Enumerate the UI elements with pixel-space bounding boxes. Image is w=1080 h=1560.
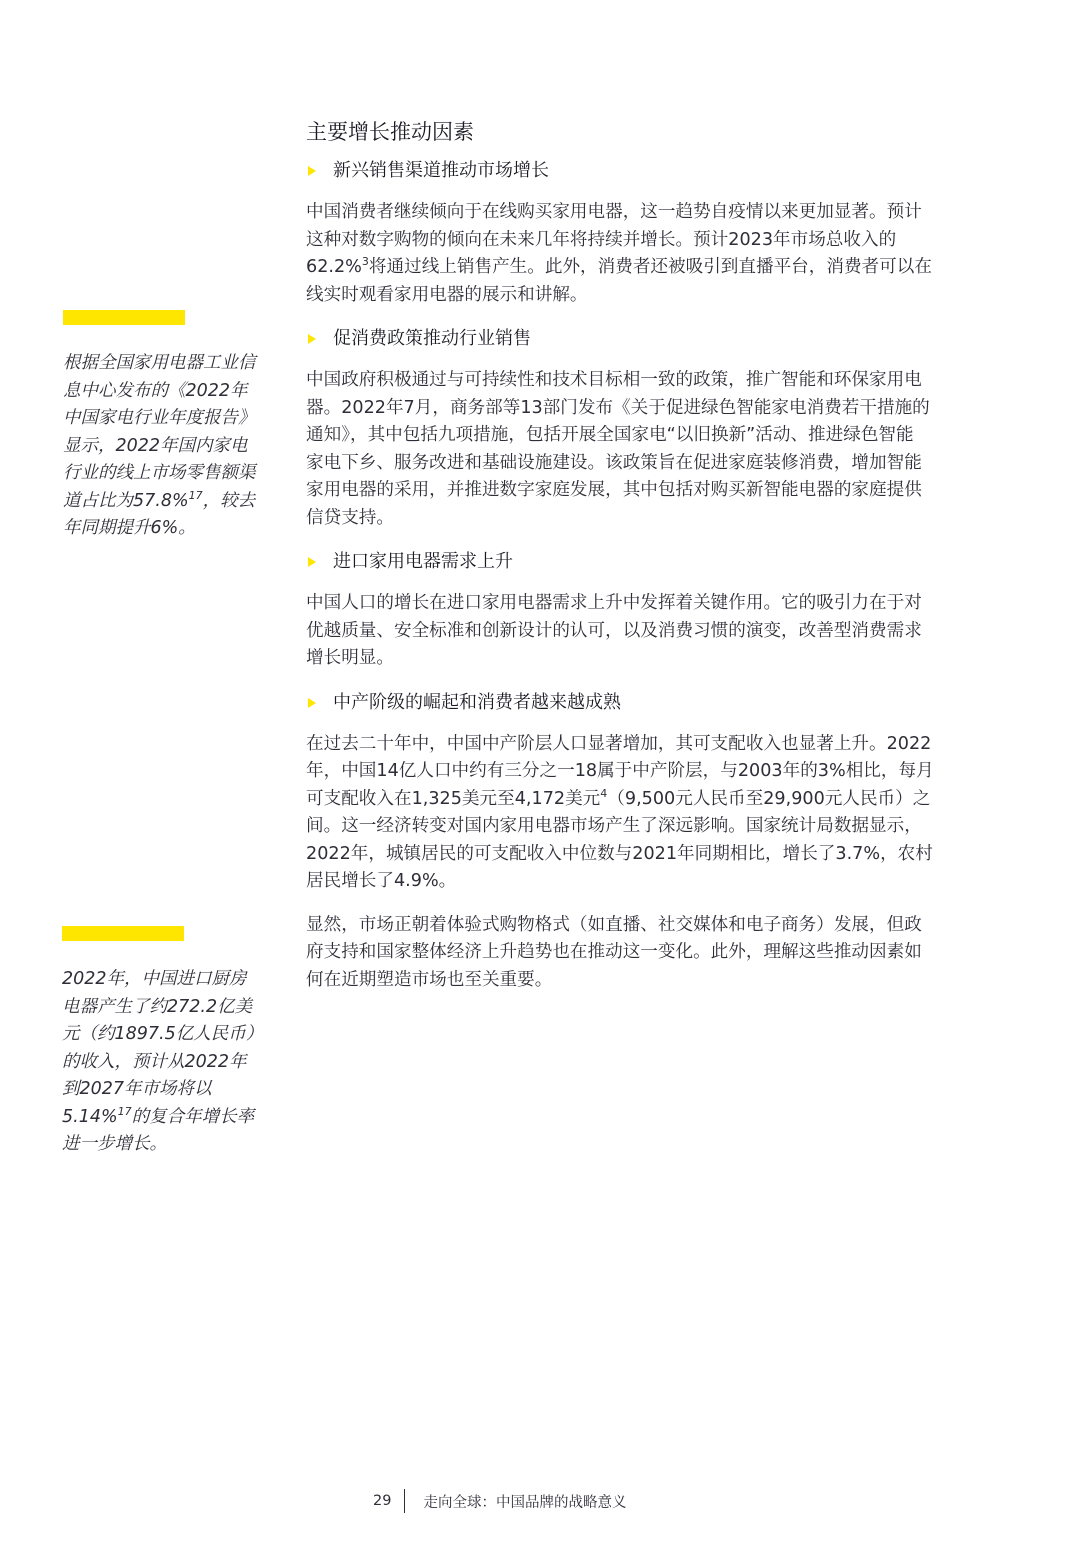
- paragraph-text: （9,500元人民币至29,900元人民币）之 间。这一经济转变对国内家用电器市场产生了深远影响。国家统计局数据显示， 2022年，城镇居民的可支配收入中位数与2021年同期相比，增长了3.7%，农村 居民增长了4.9%。: [306, 788, 933, 891]
- paragraph-text: 在过去二十年中，中国中产阶层人口显著增加，其可支配收入也显著上升。2022 年，中国14亿人口中约有三分之一18属于中产阶层，与2003年的3%相比，每月 可支配收入在1,325美元至4,172美元: [306, 733, 934, 809]
- accent-bar: [62, 926, 184, 941]
- subsection-middle-class: [306, 689, 1018, 995]
- paragraph-text: 中国政府积极通过与可持续性和技术目标相一致的政策，推广智能和环保家用电 器。2022年7月，商务部等13部门发布《关于促进绿色智能家电消费若干措施的 通知》，其中包括九项措施，包括开展全国家电“以旧换新”活动、推进绿色智能 家电下乡、服务改进和基础设施建设。该政策旨在促进家庭装修消费，增加智能 家用电器的采用，并推进数字家庭发展，其中包括对购买新智能电器的家庭提供 信贷支持。: [306, 370, 930, 528]
- subsection-heading: [306, 157, 1018, 185]
- footnote-ref: 4: [600, 786, 608, 800]
- subsection-heading-text: 中产阶级的崛起和消费者越来越成熟: [333, 691, 621, 713]
- note-text-part: ，较去 年同期提升6%。: [63, 490, 256, 538]
- page-number: 29: [373, 1493, 392, 1509]
- subsection-heading: [306, 548, 1018, 576]
- page-footer: [373, 1488, 626, 1514]
- subsection-sales-channels: [306, 157, 1018, 309]
- sidebar-note-text: [63, 350, 273, 543]
- triangle-bullet-icon: [308, 334, 316, 344]
- note-text-part: 根据全国家用电器工业信 息中心发布的《2022年 中国家电行业年度报告》 显示，2022年国内家电 行业的线上市场零售额渠 道占比为57.8%: [63, 353, 256, 511]
- subsection-import-demand: [306, 548, 1018, 673]
- footnote-ref: 17: [188, 488, 203, 502]
- sidebar-note-online-share: [63, 310, 273, 543]
- footnote-ref: 17: [117, 1104, 132, 1118]
- footer-divider: [404, 1489, 405, 1513]
- paragraph-text: 将通过线上销售产生。此外，消费者还被吸引到直播平台，消费者可以在 线实时观看家用电器的展示和讲解。: [306, 257, 932, 305]
- paragraph-text: 中国消费者继续倾向于在线购买家用电器，这一趋势自疫情以来更加显著。预计 这种对数字购物的倾向在未来几年将持续并增长。预计2023年市场总收入的 62.2%: [306, 202, 922, 277]
- subsection-policy: [306, 325, 1018, 532]
- triangle-bullet-icon: [308, 698, 316, 708]
- note-text-part: 的复合年增长率 进一步增长。: [62, 1106, 255, 1154]
- body-paragraph: [306, 590, 1018, 673]
- triangle-bullet-icon: [308, 166, 316, 176]
- subsection-heading-text: 新兴销售渠道推动市场增长: [333, 160, 549, 181]
- body-paragraph: [306, 199, 1018, 309]
- main-content: [306, 117, 1018, 1010]
- footnote-ref: 3: [361, 255, 369, 269]
- paragraph-text: 中国人口的增长在进口家用电器需求上升中发挥着关键作用。它的吸引力在于对 优越质量、安全标准和创新设计的认可，以及消费习惯的演变，改善型消费需求 增长明显。: [306, 593, 922, 668]
- paragraph-text: 显然，市场正朝着体验式购物格式（如直播、社交媒体和电子商务）发展，但政 府支持和国家整体经济上升趋势也在推动这一变化。此外，理解这些推动因素如 何在近期塑造市场也至关重要。: [306, 914, 922, 990]
- subsection-heading-text: 进口家用电器需求上升: [333, 551, 513, 572]
- accent-bar: [63, 310, 185, 325]
- sidebar-note-text: [62, 966, 272, 1159]
- body-paragraph: [306, 912, 1018, 995]
- subsection-heading-text: 促消费政策推动行业销售: [333, 328, 531, 349]
- subsection-heading: [306, 689, 1018, 717]
- note-text-part: 2022年，中国进口厨房 电器产生了约272.2亿美 元（约1897.5亿人民币） 的收入，预计从2022年 到2027年市场将以 5.14%: [62, 969, 264, 1127]
- subsection-heading: [306, 325, 1018, 353]
- triangle-bullet-icon: [308, 557, 316, 567]
- body-paragraph: [306, 367, 1018, 532]
- section-title: 主要增长推动因素: [306, 120, 474, 144]
- document-title: 走向全球：中国品牌的战略意义: [423, 1494, 627, 1511]
- sidebar-note-import-kitchen: [62, 926, 272, 1159]
- body-paragraph: [306, 731, 1018, 896]
